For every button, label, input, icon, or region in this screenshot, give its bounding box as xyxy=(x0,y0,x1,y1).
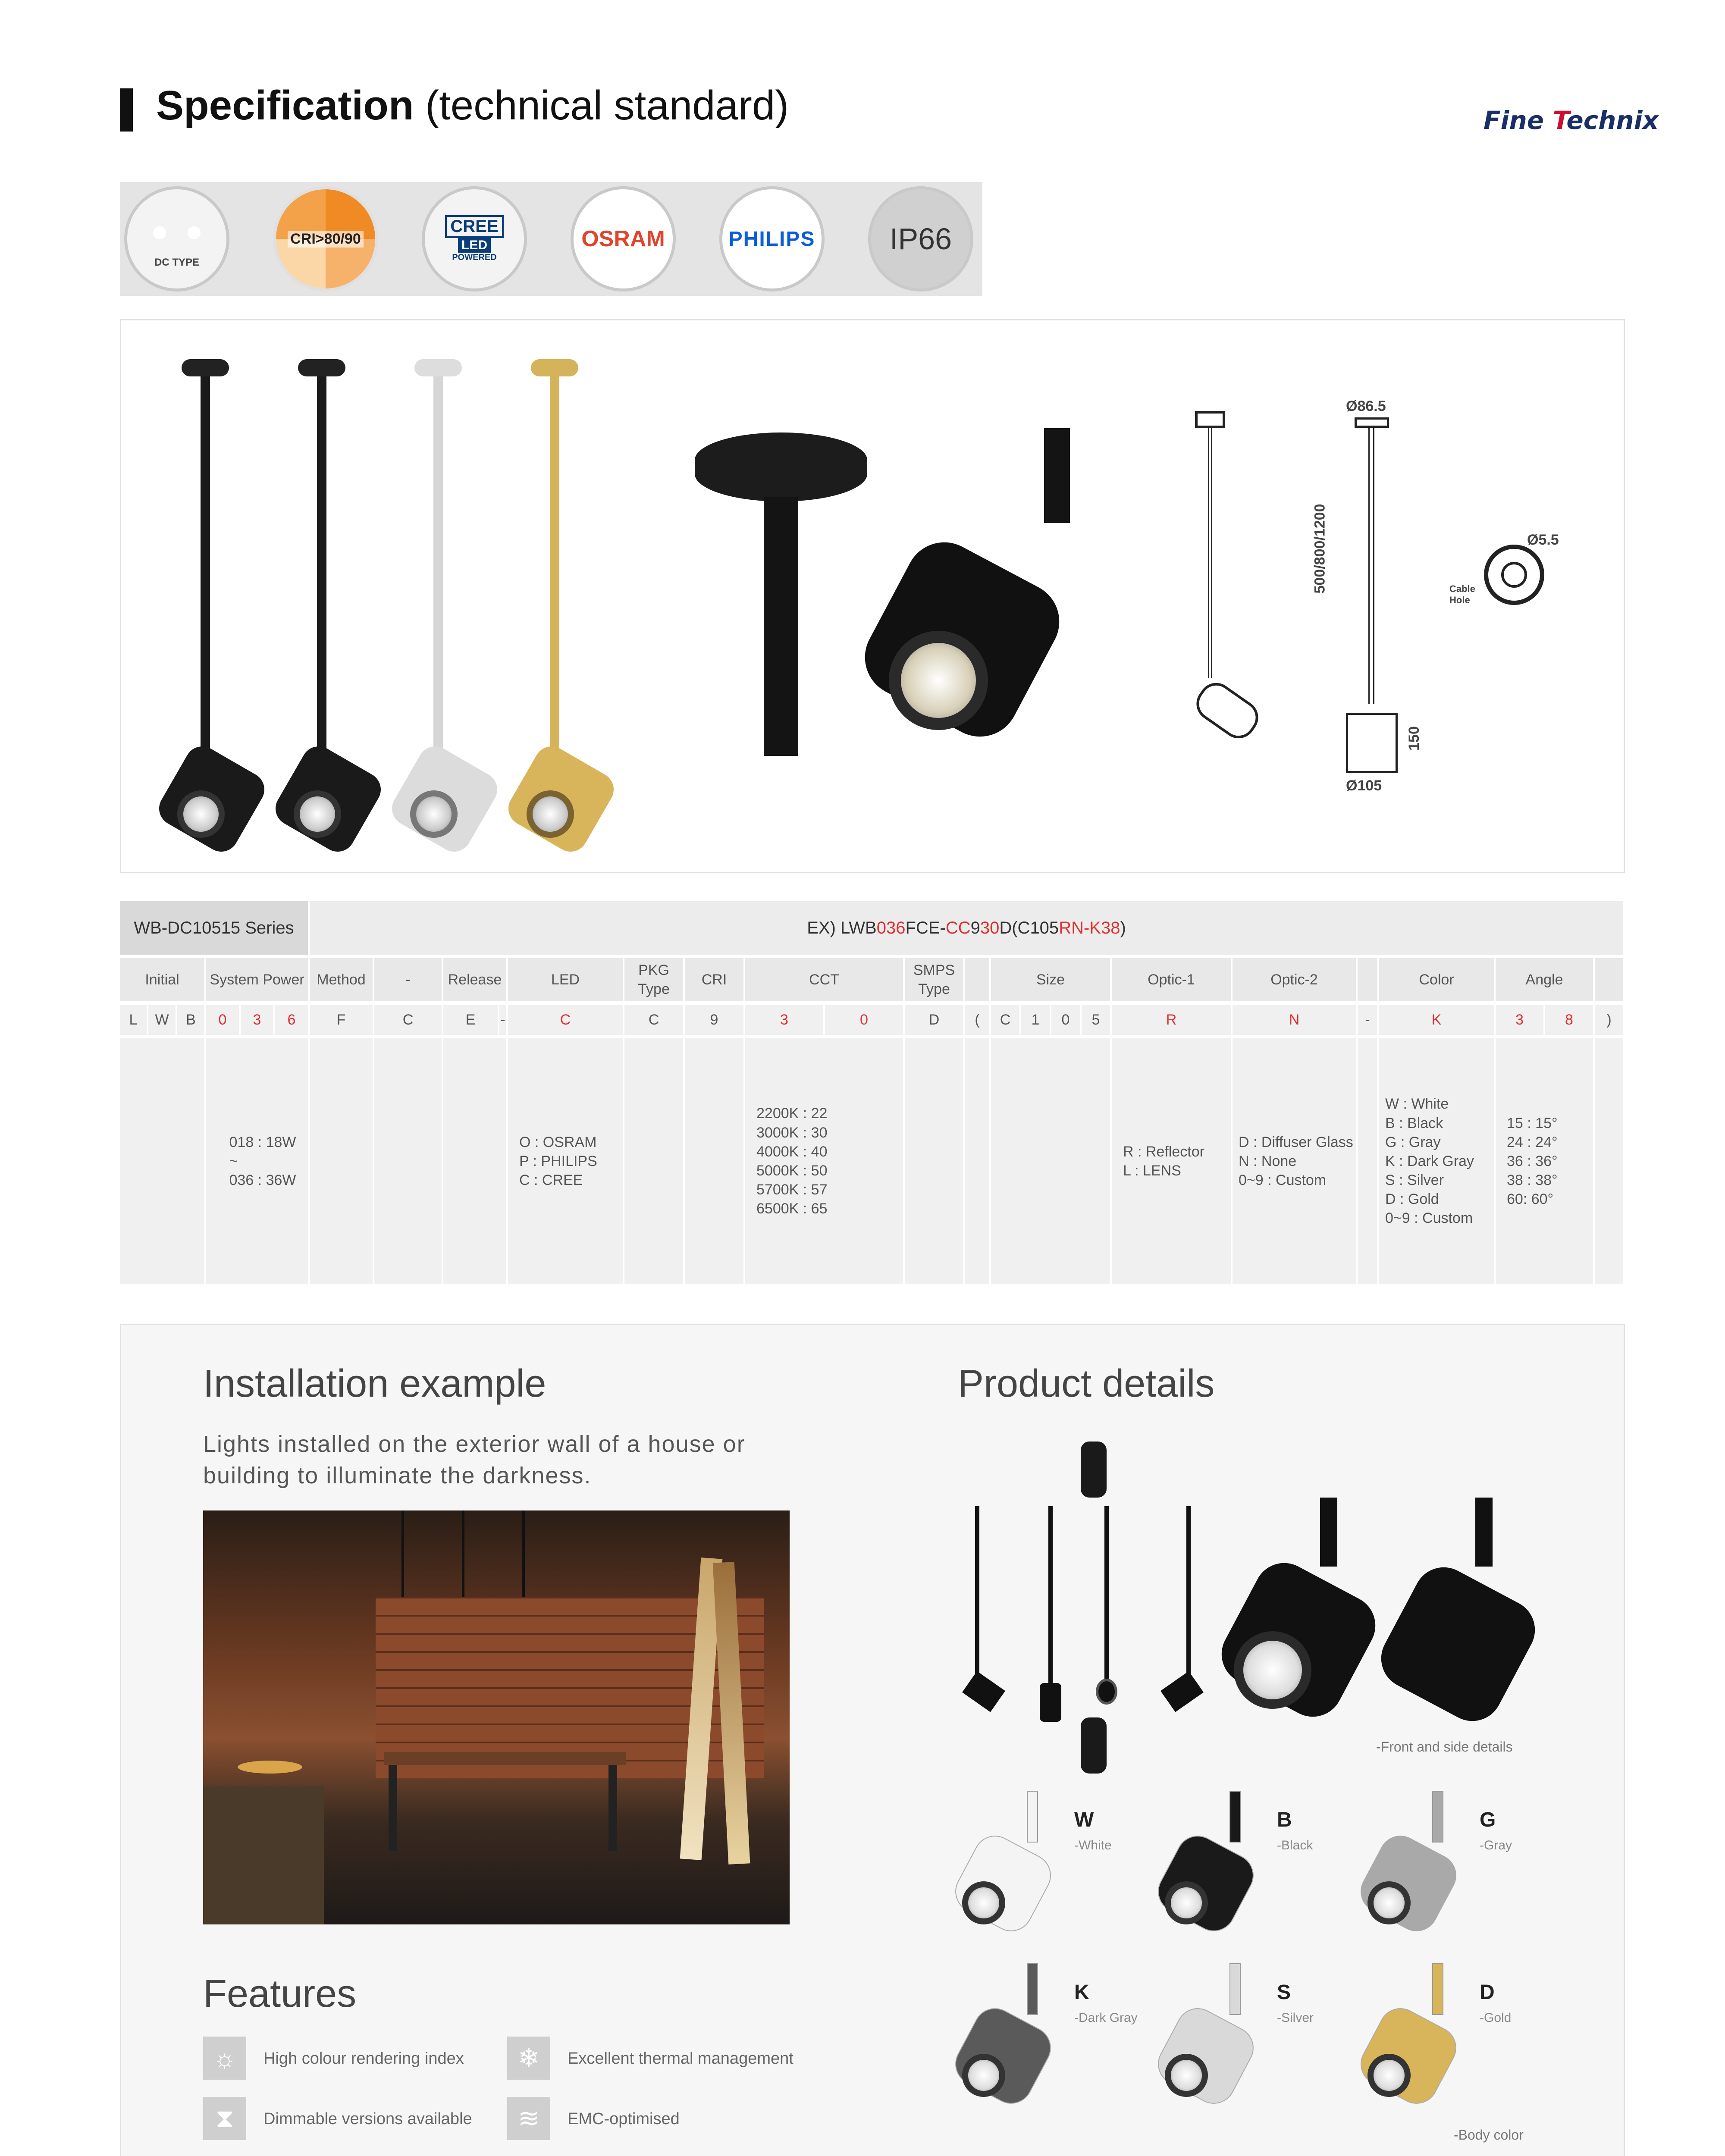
dc-type-badge: DC TYPE xyxy=(124,186,229,291)
feature-emc: EMC-optimised xyxy=(568,2110,680,2128)
spotlight-closeup xyxy=(854,428,1070,730)
dimension-drawing xyxy=(1311,398,1449,794)
osram-badge: OSRAM xyxy=(571,186,676,291)
color-code: K xyxy=(1074,1981,1089,2004)
product-black-2 xyxy=(281,359,380,868)
features-title: Features xyxy=(203,1972,357,2015)
color-code: S xyxy=(1277,1981,1291,2004)
front-side-caption: -Front and side details xyxy=(1376,1739,1513,1755)
installation-text: Lights installed on the exterior wall of a house or building to illuminate the darkness. xyxy=(203,1431,746,1489)
head-height-label: 150 xyxy=(1405,726,1422,751)
dimmable-feature-icon: ⧗ xyxy=(203,2097,246,2140)
top-view xyxy=(1081,1442,1107,1498)
page-title: Specification (technical standard) xyxy=(156,82,789,128)
side-detail-view xyxy=(1380,1498,1527,1739)
color-swatch-g xyxy=(1359,1791,1549,1955)
color-swatch-s xyxy=(1156,1963,1346,2127)
feature-thermal: Excellent thermal management xyxy=(568,2049,794,2068)
product-overview-panel xyxy=(120,319,1625,873)
ip66-badge: IP66 xyxy=(868,186,973,291)
table-options-row: 018 : 18W ~ 036 : 36W O : OSRAM P : PHILIPS C : CREE 2200K : 22 3000K : 30 4000K : 40 5000K : 50 5700K : 57 6500K : 65 R : Reflector L : LENS D : Diffuser Glass N : None 0~9 : Custom W : White B : Black G : Gray K : Dark Gray S : Silver D : Gold 0~9 : Custom 15 : 15° 24 : 24° 36 : 36° 38 : 38° 60: 60° xyxy=(120,1038,1625,1284)
side-line-drawing xyxy=(1191,411,1277,799)
emc-feature-icon: ≋ xyxy=(507,2097,550,2140)
color-swatch-b xyxy=(1156,1791,1346,1955)
rotation-views xyxy=(962,1506,1212,1730)
front-detail-view xyxy=(1225,1498,1372,1739)
example-code: EX) LWB 036 FCE- CC 9 30 D(C105 RN-K38 ) xyxy=(310,901,1625,955)
product-silver xyxy=(397,359,496,868)
color-swatch-w xyxy=(953,1791,1143,1955)
color-code: G xyxy=(1480,1808,1496,1831)
head-diameter-label: Ø105 xyxy=(1346,777,1382,794)
installation-title: Installation example xyxy=(203,1362,546,1405)
color-swatch-d xyxy=(1359,1963,1549,2127)
top-diameter-label: Ø86.5 xyxy=(1346,398,1386,414)
table-header-row: Initial System Power Method - Release LED PKG Type CRI CCT SMPS Type Size Optic-1 Optic-2 Color Angle xyxy=(120,958,1625,1001)
details-panel xyxy=(120,1324,1625,2156)
hole-diameter-label: Ø5.5 xyxy=(1527,532,1559,548)
philips-badge: PHILIPS xyxy=(719,186,825,291)
color-name: -Gold xyxy=(1480,2011,1512,2025)
color-name: -White xyxy=(1074,1838,1112,1852)
cable-hole-label: Cable Hole xyxy=(1449,583,1475,605)
rod-length-label: 500/800/1200 xyxy=(1311,504,1328,594)
thermal-feature-icon: ❄ xyxy=(507,2037,550,2080)
cri-badge: CRI>80/90 xyxy=(273,186,378,291)
cable-hole-drawing xyxy=(1449,532,1562,622)
certification-badges xyxy=(120,182,982,296)
color-swatch-k xyxy=(953,1963,1143,2127)
ceiling-mount-closeup xyxy=(695,432,867,812)
color-code: W xyxy=(1074,1808,1094,1831)
cree-badge: CREE LED POWERED xyxy=(422,186,527,291)
color-name: -Dark Gray xyxy=(1074,2011,1138,2025)
color-name: -Gray xyxy=(1480,1838,1512,1852)
color-name: -Silver xyxy=(1277,2011,1314,2025)
brand-logo: Fine Technix xyxy=(1484,106,1659,135)
body-color-caption: -Body color xyxy=(1454,2127,1524,2143)
color-code: D xyxy=(1480,1981,1495,2004)
color-name: -Black xyxy=(1277,1838,1313,1852)
product-gold xyxy=(514,359,613,868)
feature-dimmable: Dimmable versions available xyxy=(263,2110,472,2128)
cri-feature-icon: ☼ xyxy=(203,2037,246,2080)
product-black-1 xyxy=(164,359,263,868)
color-code: B xyxy=(1277,1808,1292,1831)
product-details-title: Product details xyxy=(958,1362,1215,1405)
table-code-row: L W B 0 3 6 F C E - C C 9 3 0 D ( C 1 0 5 R N - K 3 8 ) xyxy=(120,1005,1625,1035)
installation-photo xyxy=(203,1510,790,1924)
title-accent-bar xyxy=(120,88,133,132)
feature-cri: High colour rendering index xyxy=(263,2049,464,2068)
series-name: WB-DC10515 Series xyxy=(120,901,310,955)
